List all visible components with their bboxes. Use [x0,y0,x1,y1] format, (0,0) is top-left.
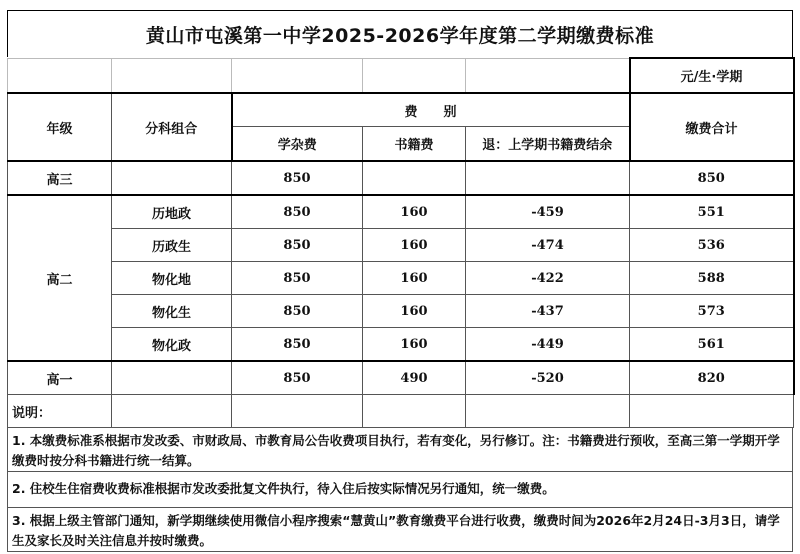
combo-cell: 历政生 [112,229,232,262]
refund-cell: -474 [466,229,630,262]
header-book-fee: 书籍费 [363,127,466,162]
note-item: 3. 根据上级主管部门通知，新学期继续使用微信小程序搜索“慧黄山”教育缴费平台进行收费，缴费时间为2026年2月24日-3月3日，请学生及家长及时关注信息并按时缴费。 [7,508,793,552]
unit-label: 元/生·学期 [630,58,794,93]
combo-cell: 物化政 [112,328,232,362]
blank-cell [466,395,630,428]
book-fee-cell: 160 [363,295,466,328]
refund-cell: -520 [466,361,630,395]
table-row [8,229,794,262]
total-cell: 573 [630,295,794,328]
blank-cell [363,395,466,428]
book-fee-cell: 490 [363,361,466,395]
book-fee-cell: 160 [363,229,466,262]
table-row [8,328,794,362]
total-cell: 588 [630,262,794,295]
misc-fee-cell: 850 [232,328,363,362]
book-fee-cell: 160 [363,328,466,362]
combo-cell: 物化生 [112,295,232,328]
misc-fee-cell: 850 [232,161,363,195]
book-fee-cell [363,161,466,195]
table-row [8,361,794,395]
header-row [8,93,794,127]
misc-fee-cell: 850 [232,229,363,262]
notes-label: 说明： [8,395,112,428]
refund-cell: -437 [466,295,630,328]
refund-cell: -422 [466,262,630,295]
refund-cell: -459 [466,195,630,229]
misc-fee-cell: 850 [232,195,363,229]
misc-fee-cell: 850 [232,295,363,328]
combo-cell [112,361,232,395]
header-misc-fee: 学杂费 [232,127,363,162]
blank-cell [363,58,466,93]
grade-cell: 高二 [8,195,112,361]
notes-label-row [8,395,794,428]
header-grade: 年级 [8,93,112,161]
page-title: 黄山市屯溪第一中学2025-2026学年度第二学期缴费标准 [7,10,793,57]
blank-cell [112,395,232,428]
misc-fee-cell: 850 [232,361,363,395]
combo-cell [112,161,232,195]
blank-cell [466,58,630,93]
blank-cell [232,58,363,93]
refund-cell: -449 [466,328,630,362]
notes-section [7,428,793,552]
combo-cell: 历地政 [112,195,232,229]
note-item: 1. 本缴费标准系根据市发改委、市财政局、市教育局公告收费项目执行，若有变化，另行修订。注：书籍费进行预收，至高三第一学期开学缴费时按分科书籍进行统一结算。 [7,428,793,472]
header-total: 缴费合计 [630,93,794,161]
blank-cell [112,58,232,93]
total-cell: 536 [630,229,794,262]
table-row [8,161,794,195]
header-refund: 退：上学期书籍费结余 [466,127,630,162]
grade-cell: 高一 [8,361,112,395]
unit-row [8,58,794,93]
table-row [8,295,794,328]
blank-cell [232,395,363,428]
total-cell: 561 [630,328,794,362]
misc-fee-cell: 850 [232,262,363,295]
book-fee-cell: 160 [363,195,466,229]
total-cell: 820 [630,361,794,395]
total-cell: 551 [630,195,794,229]
note-item: 2. 住校生住宿费收费标准根据市发改委批复文件执行，待入住后按实际情况另行通知，统一缴费。 [7,472,793,508]
table-row [8,262,794,295]
fee-sheet [7,10,793,552]
table-row [8,195,794,229]
blank-cell [8,58,112,93]
fee-table [7,57,795,428]
book-fee-cell: 160 [363,262,466,295]
blank-cell [630,395,794,428]
header-subject-combo: 分科组合 [112,93,232,161]
total-cell: 850 [630,161,794,195]
grade-cell: 高三 [8,161,112,195]
combo-cell: 物化地 [112,262,232,295]
refund-cell [466,161,630,195]
header-fee-category: 费 别 [232,93,630,127]
